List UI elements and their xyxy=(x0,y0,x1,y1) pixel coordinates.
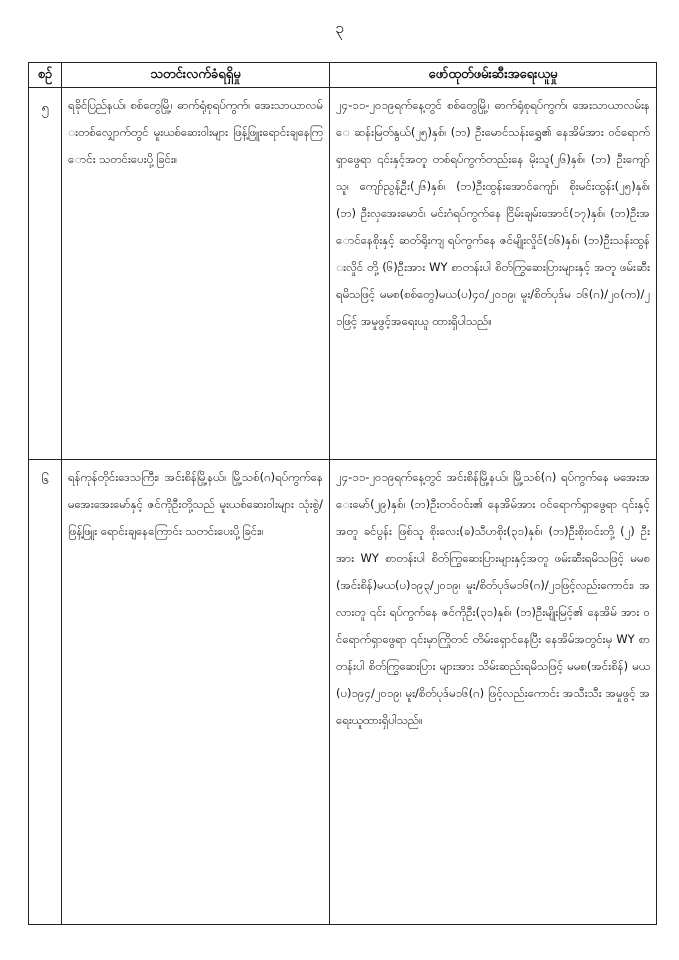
table-row xyxy=(29,88,657,460)
table-header-row xyxy=(29,63,657,88)
header-info-received: သတင်းလက်ခံရရှိမှု xyxy=(62,63,330,88)
report-table xyxy=(28,62,657,925)
row-number: ၅ xyxy=(29,88,62,460)
header-no: စဉ် xyxy=(29,63,62,88)
row-number: ၆ xyxy=(29,460,62,925)
table-row xyxy=(29,460,657,925)
action-taken-cell: ၂၄-၁၁-၂၀၁၉ရက်နေ့တွင် အင်းစိန်မြို့နယ်၊ မြို့သစ်(ဂ) ရပ်ကွက်နေ မအေးအေးမော်(၂၉)နှစ်၊ (ဘ)ဦးတင်ဝင်း၏ နေအိမ်အား ဝင်ရောက်ရှာဖွေရာ ၎င်းနှင့်အတူ ခင်ပွန်း ဖြစ်သူ စိုးလေး(ခ)သီဟစိုး(၃၁)နှစ်၊ (ဘ)ဦးစိုးဝင်းတို့ (၂) ဦး အား WY စာတန်းပါ စိတ်ကြွဆေးပြားများနှင့်အတူ ဖမ်းဆီးရမိသဖြင့် မမစ(အင်းစိန်)မယ(ပ)၁၉၃/၂၀၁၉၊ မူး/စိတ်ပုဒ်မ၁၆(ဂ)/၂၁ဖြင့်လည်းကောင်း၊ အလားတူ ၎င်း ရပ်ကွက်နေ ဇင်ကိုဦး(၃၁)နှစ်၊ (ဘ)ဦးမျိုးမြင့်၏ နေအိမ် အား ဝင်ရောက်ရှာဖွေရာ ၎င်းမှာကြိုတင် တိမ်းရှောင်နေပြီး နေအိမ်အတွင်းမှ WY စာတန်းပါ စိတ်ကြွဆေးပြား များအား သိမ်းဆည်းရမိသဖြင့် မမစ(အင်းစိန်) မယ(ပ)၁၉၄/၂၀၁၉၊ မူး/စိတ်ပုဒ်မ၁၆(ဂ) ဖြင့်လည်းကောင်း အသီးသီး အမှုဖွင့် အရေးယူထားရှိပါသည်။ xyxy=(330,460,657,925)
action-taken-cell: ၂၄-၁၁-၂၀၁၉ရက်နေ့တွင် စစ်တွေမြို့၊ ဓာက်ရုံစုရပ်ကွက်၊ အေးသာယာလမ်းနေ ဆန်းမြတ်နွယ်(၂၅)နှစ်၊ (ဘ) ဦးမောင်သန်းရွှေ၏ နေအိမ်အား ဝင်ရောက်ရှာဖွေရာ ၎င်းနှင့်အတူ တစ်ရပ်ကွက်တည်းနေ မိုးသူ(၂၆)နှစ်၊ (ဘ) ဦးကျော်သူ၊ ကျော်ညွန့်ဦး(၂၆)နှစ်၊ (ဘ)ဦးထွန်းအောင်ကျော်၊ စိုးမင်းထွန်း(၂၅)နှစ်၊ (ဘ) ဦးလှအေးမောင်၊ မင်းဂံရပ်ကွက်နေ ငြိမ်းချမ်းအောင်(၁၇)နှစ်၊ (ဘ)ဦးအောင်နေစိုးနှင့် ဆတ်ရိုးကျ ရပ်ကွက်နေ ဇင်မျိုးလှိုင်(၁၆)နှစ်၊ (ဘ)ဦးသန်းထွန်းလှိုင် တို့ (၆)ဦးအား WY စာတန်းပါ စိတ်ကြွဆေးပြားများနှင့် အတူ ဖမ်းဆီးရမိသဖြင့် မမစ(စစ်တွေ)မယ(ပ)၄၀/၂၀၁၉၊ မူး/စိတ်ပုဒ်မ ၁၆(ဂ)/၂၀(က)/၂၁ဖြင့် အမှုဖွင့်အရေးယူ ထားရှိပါသည်။ xyxy=(330,88,657,460)
info-received-cell: ရခိုင်ပြည်နယ်၊ စစ်တွေမြို့၊ ဓာက်ရုံစုရပ်ကွက်၊ အေးသာယာလမ်းတစ်လျှောက်တွင် မူးယစ်ဆေးဝါးများ ဖြန့်ဖြူးရောင်းချနေကြောင်း သတင်းပေးပို့ခြင်း။ xyxy=(62,88,330,460)
page-number: ၃ xyxy=(335,18,344,37)
header-action-taken: ဖော်ထုတ်ဖမ်းဆီးအရေးယူမှု xyxy=(330,63,657,88)
info-received-cell: ရန်ကုန်တိုင်းဒေသကြီး၊ အင်းစိန်မြို့နယ်၊ မြို့သစ်(ဂ)ရပ်ကွက်နေ မအေးအေးမော်နှင့် ဇင်ကိုဦးတို့သည် မူးယစ်ဆေးဝါးများ သုံးစွဲ/ ဖြန့်ဖြူး ရောင်းချနေကြောင်း သတင်းပေးပို့ခြင်း။ xyxy=(62,460,330,925)
